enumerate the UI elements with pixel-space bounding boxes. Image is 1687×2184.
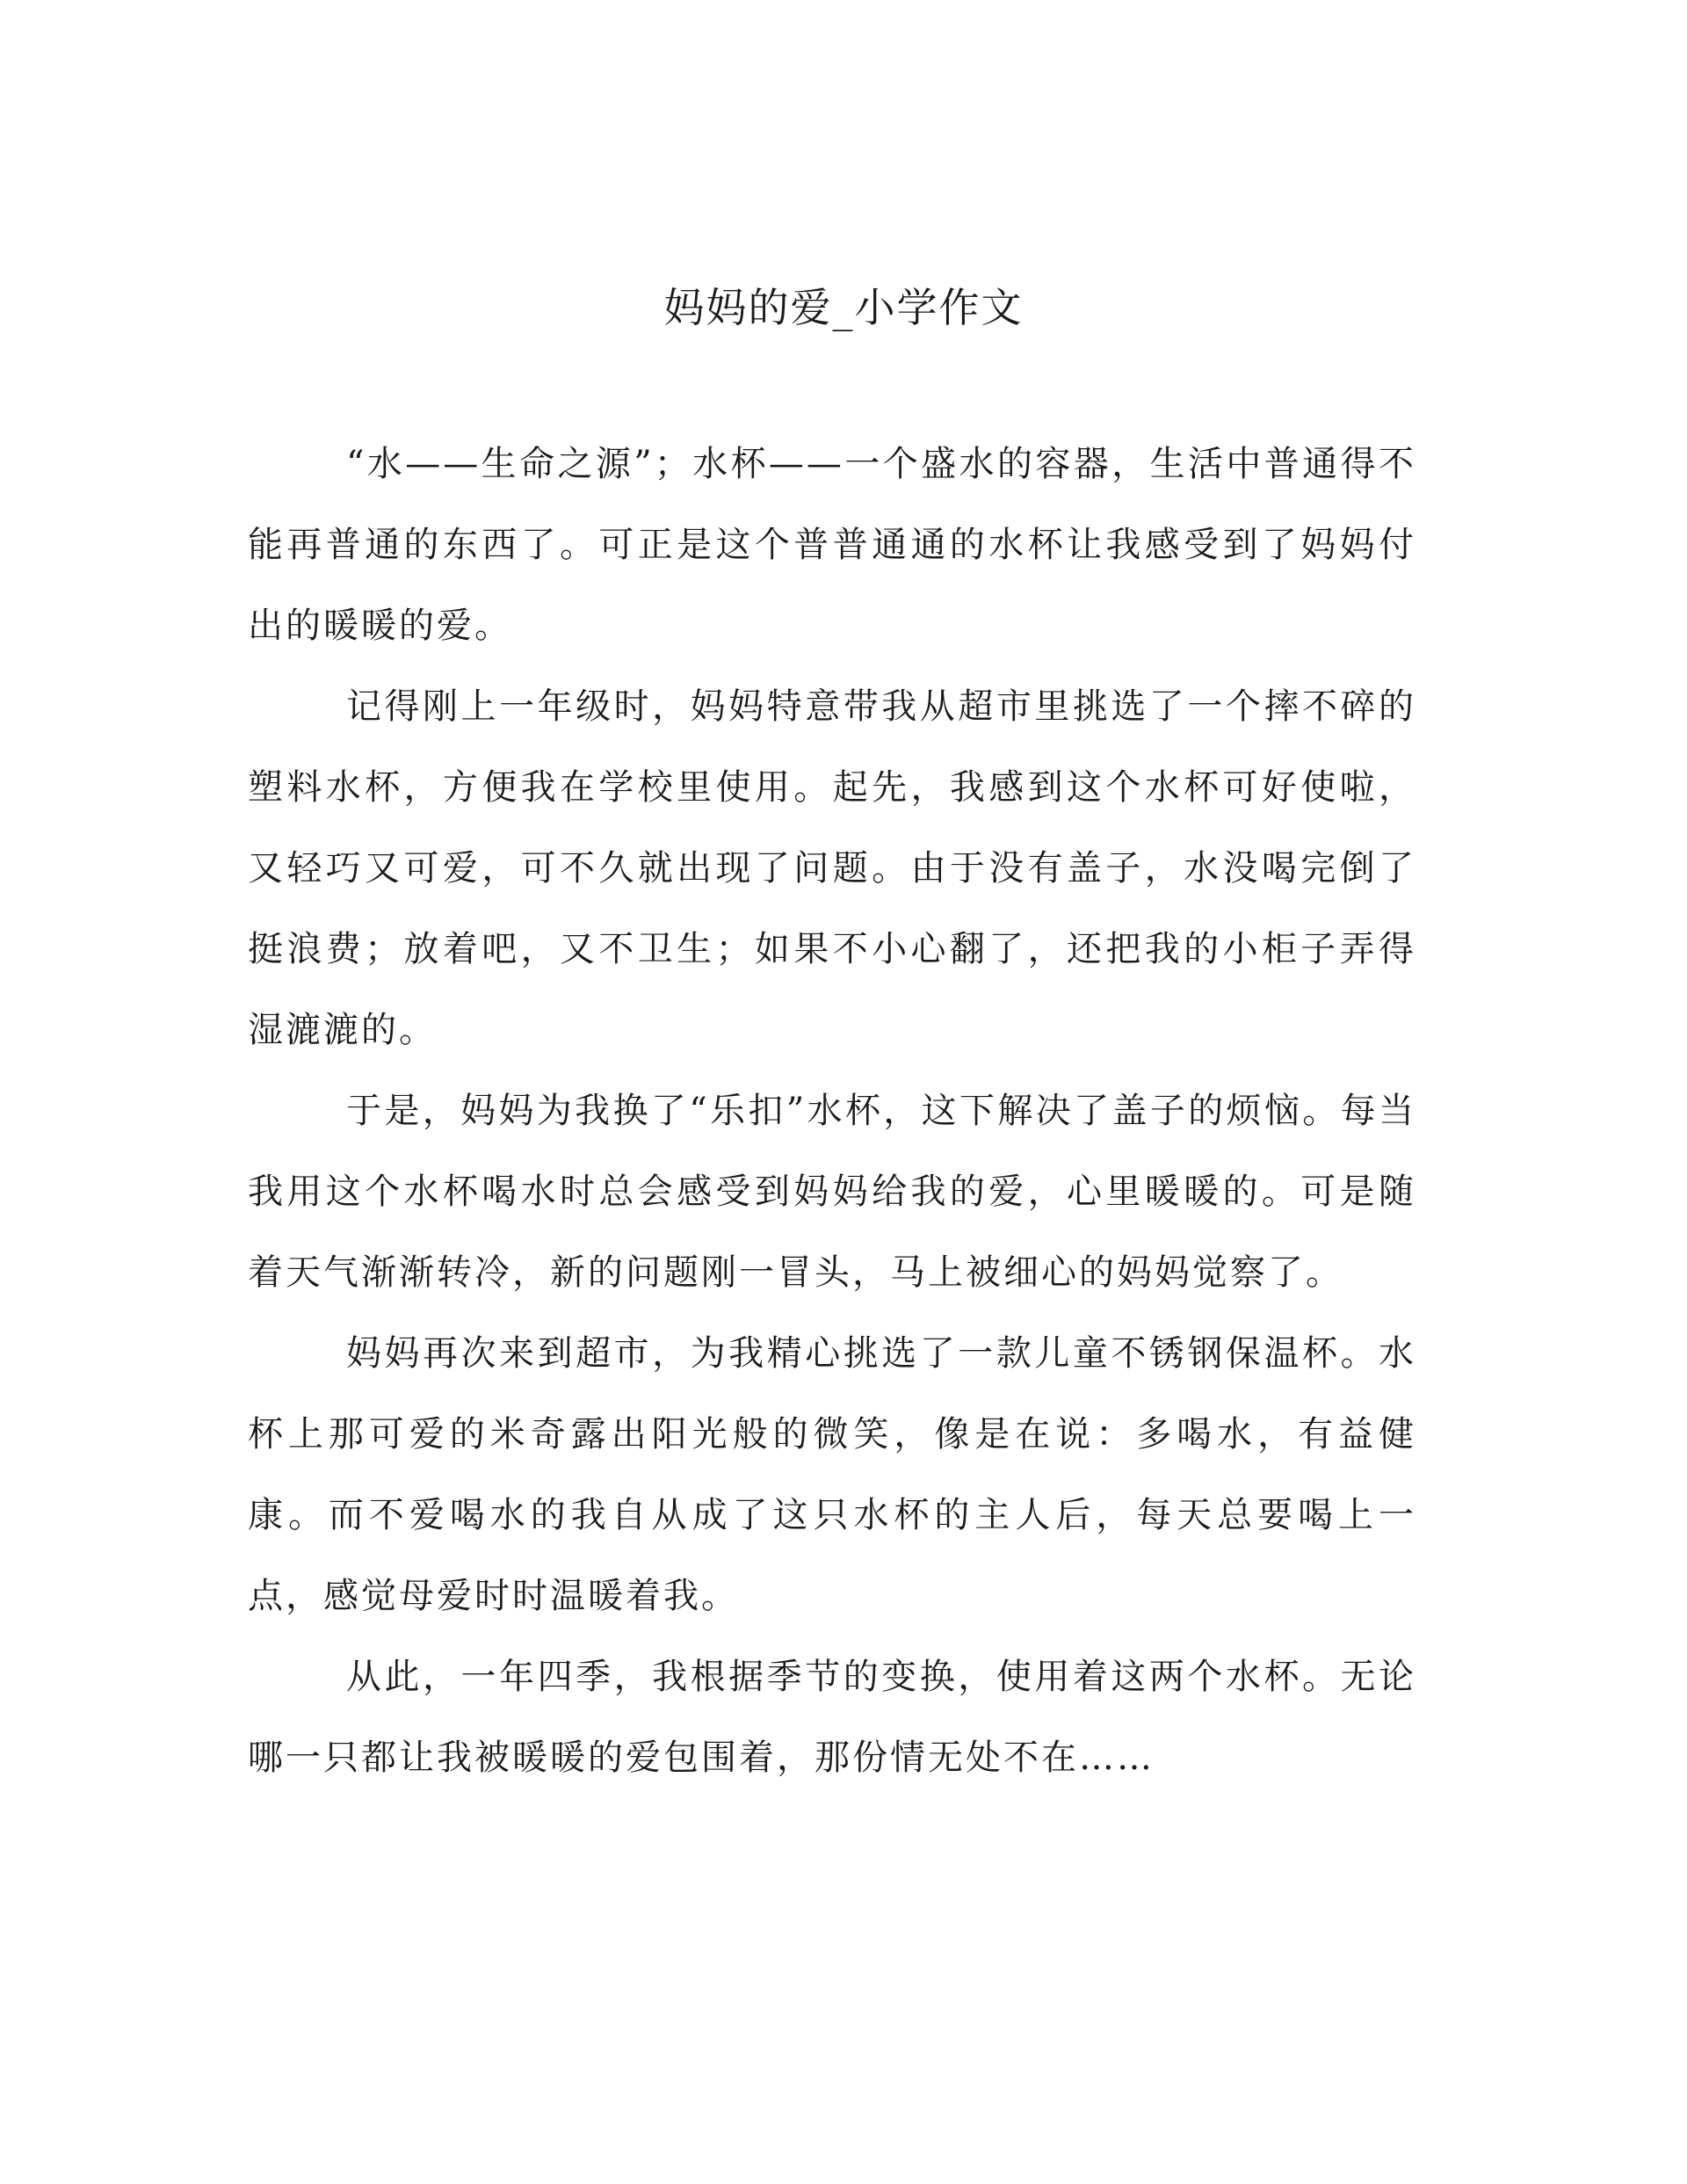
paragraph-1: “水——生命之源”；水杯——一个盛水的容器，生活中普通得不能再普通的东西了。可正是这个普普通通的水杯让我感受到了妈妈付出的暖暖的爱。 [248,444,1416,646]
paragraph-2: 记得刚上一年级时，妈妈特意带我从超市里挑选了一个摔不碎的塑料水杯，方便我在学校里使用。起先，我感到这个水杯可好使啦，又轻巧又可爱，可不久就出现了问题。由于没有盖子，水没喝完倒了挺浪费；放着吧，又不卫生；如果不小心翻了，还把我的小柜子弄得湿漉漉的。 [248,686,1416,1050]
paragraph-3: 于是，妈妈为我换了“乐扣”水杯，这下解决了盖子的烦恼。每当我用这个水杯喝水时总会感受到妈妈给我的爱，心里暖暖的。可是随着天气渐渐转冷，新的问题刚一冒头，马上被细心的妈妈觉察了。 [248,1091,1416,1293]
document-body [248,424,1416,1798]
paragraph-4: 妈妈再次来到超市，为我精心挑选了一款儿童不锈钢保温杯。水杯上那可爱的米奇露出阳光般的微笑，像是在说：多喝水，有益健康。而不爱喝水的我自从成了这只水杯的主人后，每天总要喝上一点，感觉母爱时时温暖着我。 [248,1333,1416,1616]
paragraph-5: 从此，一年四季，我根据季节的变换，使用着这两个水杯。无论哪一只都让我被暖暖的爱包围着，那份情无处不在…… [248,1657,1416,1778]
document-title: 妈妈的爱_小学作文 [663,284,1024,331]
